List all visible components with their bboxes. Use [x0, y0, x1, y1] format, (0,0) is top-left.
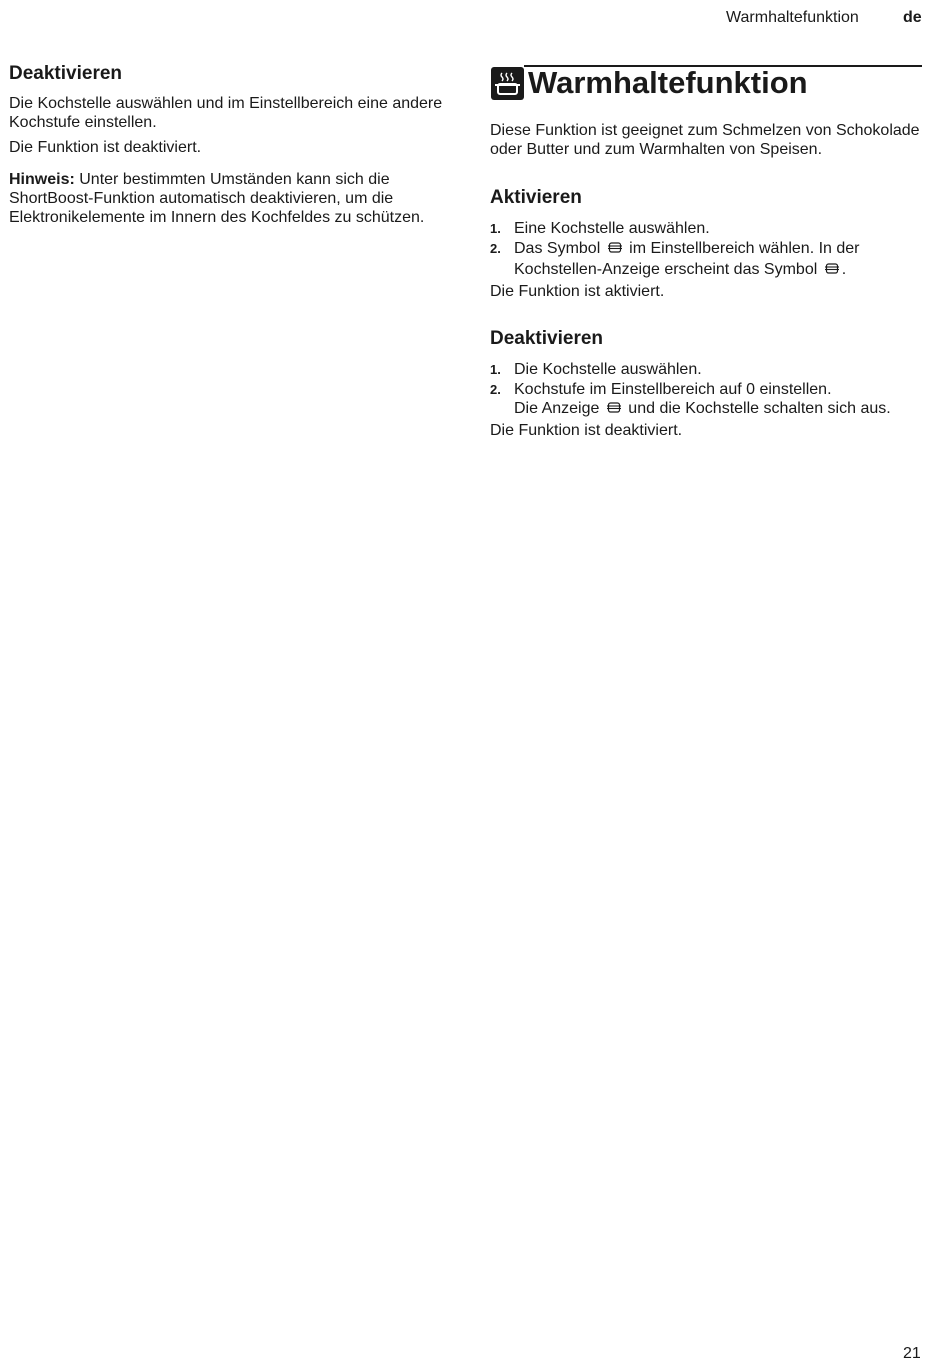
step-number: 1.	[490, 362, 501, 377]
keep-warm-symbol-icon	[824, 262, 840, 282]
note-paragraph	[9, 170, 449, 227]
step-number: 1.	[490, 221, 501, 236]
activate-step-2	[490, 239, 922, 282]
step-text-middle: im Einstellbereich wählen. In der Kochstellen-Anzeige erscheint das Symbol	[514, 239, 860, 278]
deactivate-paragraph: Die Kochstelle auswählen und im Einstellbereich eine andere Kochstufe einstellen.	[9, 95, 443, 131]
activate-heading: Aktivieren	[490, 187, 582, 208]
step-text-before: Das Symbol	[514, 239, 601, 257]
deactivate-steps	[490, 360, 922, 421]
right-column	[490, 62, 922, 440]
deactivate-heading-right: Deaktivieren	[490, 328, 604, 349]
activate-result: Die Funktion ist aktiviert.	[490, 282, 665, 300]
deactivate-result-right: Die Funktion ist deaktiviert.	[490, 421, 683, 439]
left-column	[9, 62, 449, 227]
keep-warm-symbol-icon	[606, 401, 622, 421]
deactivate-heading: Deaktivieren	[9, 63, 123, 84]
step-text-line1: Kochstufe im Einstellbereich auf 0 einstellen.	[514, 380, 832, 398]
step-text: Die Kochstelle auswählen.	[514, 361, 702, 378]
keep-warm-pot-icon	[491, 67, 524, 100]
section-title-row	[490, 62, 922, 102]
deactivate-result: Die Funktion ist deaktiviert.	[9, 139, 202, 156]
header-language: de	[903, 9, 922, 26]
deactivate-step-1	[490, 360, 922, 380]
section-title: Warmhaltefunktion	[528, 65, 808, 100]
deactivate-step-2	[490, 380, 922, 421]
intro-paragraph: Diese Funktion ist geeignet zum Schmelzen von Schokolade oder Butter und zum Warmhalten von Speisen.	[490, 122, 920, 158]
note-text: Unter bestimmten Umständen kann sich die ShortBoost-Funktion automatisch deaktivieren, um die Elektronikelemente im Innern des Kochfeldes zu schützen.	[9, 171, 425, 226]
step-text-before: Die Anzeige	[514, 400, 600, 417]
step-text-after: .	[841, 261, 847, 278]
step-text: Eine Kochstelle auswählen.	[514, 220, 710, 237]
step-number: 2.	[490, 381, 501, 397]
page-number: 21	[903, 1345, 921, 1362]
activate-step-1	[490, 219, 922, 239]
activate-steps	[490, 219, 922, 282]
header-section-title: Warmhaltefunktion	[726, 9, 859, 26]
note-label: Hinweis:	[9, 171, 75, 188]
step-number: 2.	[490, 240, 501, 256]
step-text-after: und die Kochstelle schalten sich aus.	[628, 400, 891, 417]
keep-warm-symbol-icon	[607, 241, 623, 261]
